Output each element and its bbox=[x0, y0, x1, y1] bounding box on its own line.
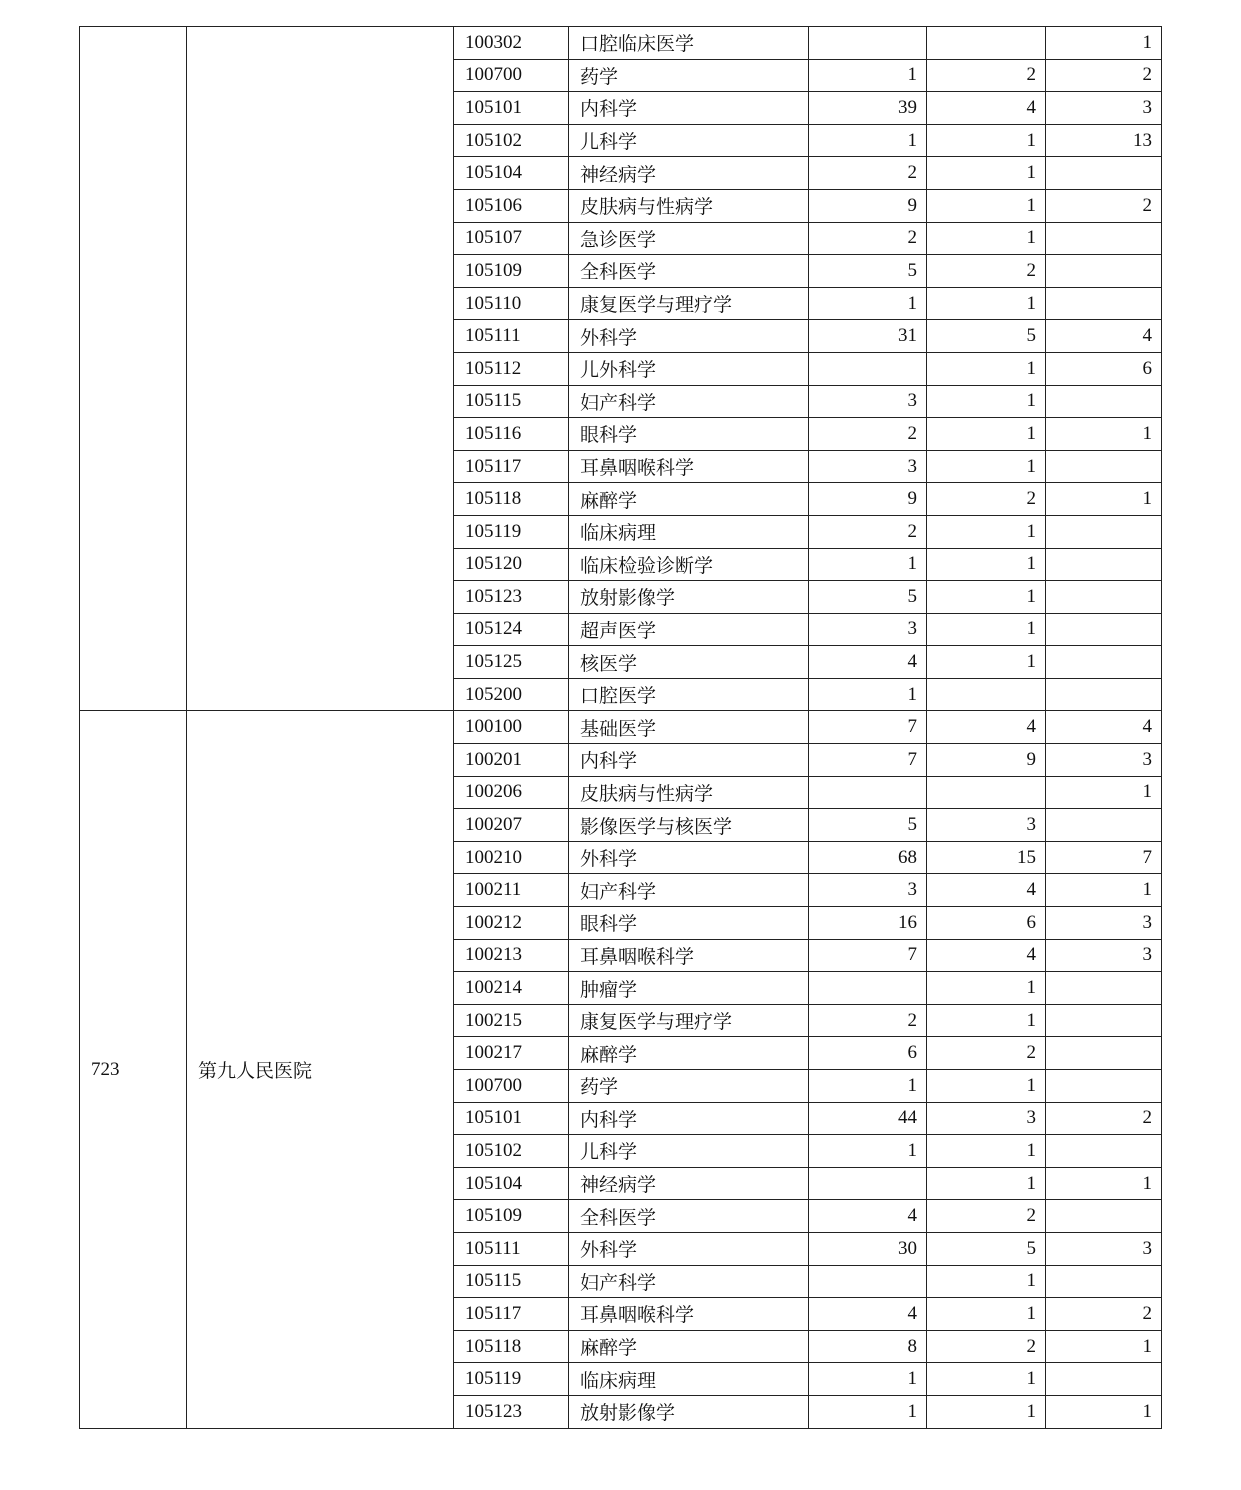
major-name: 麻醉学 bbox=[569, 1330, 809, 1363]
count-3 bbox=[1046, 613, 1162, 646]
count-3: 13 bbox=[1046, 124, 1162, 157]
table-body bbox=[80, 27, 1162, 1429]
count-1: 39 bbox=[809, 92, 927, 125]
major-code: 100201 bbox=[454, 744, 569, 777]
count-1: 4 bbox=[809, 1200, 927, 1233]
major-name: 口腔医学 bbox=[569, 678, 809, 711]
count-1: 3 bbox=[809, 450, 927, 483]
count-3 bbox=[1046, 548, 1162, 581]
count-2: 2 bbox=[927, 1200, 1046, 1233]
count-3: 2 bbox=[1046, 1298, 1162, 1331]
major-code: 100215 bbox=[454, 1004, 569, 1037]
institution-code: 723 bbox=[80, 711, 187, 1428]
major-name: 外科学 bbox=[569, 320, 809, 353]
major-name: 耳鼻咽喉科学 bbox=[569, 939, 809, 972]
major-code: 105116 bbox=[454, 418, 569, 451]
count-3 bbox=[1046, 1265, 1162, 1298]
count-3 bbox=[1046, 809, 1162, 842]
major-code: 100206 bbox=[454, 776, 569, 809]
enrollment-table bbox=[79, 26, 1162, 1429]
major-code: 105102 bbox=[454, 124, 569, 157]
major-code: 105104 bbox=[454, 1167, 569, 1200]
count-3 bbox=[1046, 515, 1162, 548]
count-3: 3 bbox=[1046, 92, 1162, 125]
major-code: 105101 bbox=[454, 1102, 569, 1135]
institution-name: 第九人民医院 bbox=[187, 711, 454, 1428]
count-1: 5 bbox=[809, 809, 927, 842]
major-code: 105117 bbox=[454, 450, 569, 483]
major-code: 100210 bbox=[454, 841, 569, 874]
count-3 bbox=[1046, 450, 1162, 483]
count-1: 4 bbox=[809, 1298, 927, 1331]
major-name: 内科学 bbox=[569, 1102, 809, 1135]
major-code: 105106 bbox=[454, 189, 569, 222]
count-2: 1 bbox=[927, 1004, 1046, 1037]
major-name: 外科学 bbox=[569, 841, 809, 874]
count-2: 5 bbox=[927, 320, 1046, 353]
major-code: 105111 bbox=[454, 320, 569, 353]
count-2: 1 bbox=[927, 1363, 1046, 1396]
count-3 bbox=[1046, 222, 1162, 255]
count-2: 1 bbox=[927, 222, 1046, 255]
count-3 bbox=[1046, 1363, 1162, 1396]
count-3 bbox=[1046, 1135, 1162, 1168]
count-1 bbox=[809, 352, 927, 385]
major-name: 妇产科学 bbox=[569, 385, 809, 418]
count-2: 1 bbox=[927, 1265, 1046, 1298]
major-name: 内科学 bbox=[569, 744, 809, 777]
count-1: 3 bbox=[809, 385, 927, 418]
count-3: 3 bbox=[1046, 1232, 1162, 1265]
count-3: 1 bbox=[1046, 874, 1162, 907]
count-2: 1 bbox=[927, 418, 1046, 451]
count-2: 1 bbox=[927, 613, 1046, 646]
major-name: 急诊医学 bbox=[569, 222, 809, 255]
major-name: 耳鼻咽喉科学 bbox=[569, 1298, 809, 1331]
major-name: 康复医学与理疗学 bbox=[569, 287, 809, 320]
count-3: 1 bbox=[1046, 1330, 1162, 1363]
count-3: 3 bbox=[1046, 744, 1162, 777]
count-1: 30 bbox=[809, 1232, 927, 1265]
count-3 bbox=[1046, 1004, 1162, 1037]
major-code: 105118 bbox=[454, 1330, 569, 1363]
count-1: 1 bbox=[809, 287, 927, 320]
count-3: 1 bbox=[1046, 418, 1162, 451]
major-name: 神经病学 bbox=[569, 1167, 809, 1200]
count-2: 2 bbox=[927, 1330, 1046, 1363]
count-3 bbox=[1046, 287, 1162, 320]
count-3 bbox=[1046, 1200, 1162, 1233]
major-name: 药学 bbox=[569, 59, 809, 92]
count-1: 16 bbox=[809, 907, 927, 940]
major-name: 皮肤病与性病学 bbox=[569, 776, 809, 809]
count-1 bbox=[809, 1265, 927, 1298]
count-1: 1 bbox=[809, 1070, 927, 1103]
major-name: 全科医学 bbox=[569, 255, 809, 288]
count-1: 6 bbox=[809, 1037, 927, 1070]
major-code: 105200 bbox=[454, 678, 569, 711]
major-name: 口腔临床医学 bbox=[569, 27, 809, 60]
count-3: 2 bbox=[1046, 189, 1162, 222]
major-code: 105119 bbox=[454, 515, 569, 548]
major-code: 105102 bbox=[454, 1135, 569, 1168]
count-3 bbox=[1046, 255, 1162, 288]
count-1: 2 bbox=[809, 418, 927, 451]
count-2: 1 bbox=[927, 1070, 1046, 1103]
major-code: 105115 bbox=[454, 385, 569, 418]
major-code: 105111 bbox=[454, 1232, 569, 1265]
major-name: 康复医学与理疗学 bbox=[569, 1004, 809, 1037]
count-3 bbox=[1046, 972, 1162, 1005]
major-code: 100214 bbox=[454, 972, 569, 1005]
count-1 bbox=[809, 1167, 927, 1200]
count-2: 1 bbox=[927, 287, 1046, 320]
count-2: 3 bbox=[927, 809, 1046, 842]
major-name: 影像医学与核医学 bbox=[569, 809, 809, 842]
count-2: 4 bbox=[927, 92, 1046, 125]
major-name: 全科医学 bbox=[569, 1200, 809, 1233]
institution-code bbox=[80, 27, 187, 711]
count-1: 68 bbox=[809, 841, 927, 874]
major-name: 眼科学 bbox=[569, 418, 809, 451]
count-2: 1 bbox=[927, 1167, 1046, 1200]
count-1: 1 bbox=[809, 678, 927, 711]
major-code: 100217 bbox=[454, 1037, 569, 1070]
count-2: 3 bbox=[927, 1102, 1046, 1135]
major-code: 105109 bbox=[454, 1200, 569, 1233]
count-1: 7 bbox=[809, 939, 927, 972]
count-1 bbox=[809, 27, 927, 60]
major-code: 100100 bbox=[454, 711, 569, 744]
count-1 bbox=[809, 776, 927, 809]
count-1: 7 bbox=[809, 711, 927, 744]
count-1: 8 bbox=[809, 1330, 927, 1363]
count-1: 2 bbox=[809, 157, 927, 190]
major-code: 100211 bbox=[454, 874, 569, 907]
major-code: 100213 bbox=[454, 939, 569, 972]
major-name: 临床病理 bbox=[569, 515, 809, 548]
count-1: 9 bbox=[809, 483, 927, 516]
count-3: 1 bbox=[1046, 776, 1162, 809]
major-name: 儿科学 bbox=[569, 124, 809, 157]
major-code: 105112 bbox=[454, 352, 569, 385]
major-name: 放射影像学 bbox=[569, 581, 809, 614]
major-code: 105109 bbox=[454, 255, 569, 288]
major-code: 105120 bbox=[454, 548, 569, 581]
count-3: 1 bbox=[1046, 1395, 1162, 1428]
major-code: 105118 bbox=[454, 483, 569, 516]
count-1: 7 bbox=[809, 744, 927, 777]
count-1: 2 bbox=[809, 222, 927, 255]
count-2: 1 bbox=[927, 385, 1046, 418]
count-3: 3 bbox=[1046, 939, 1162, 972]
count-2: 1 bbox=[927, 548, 1046, 581]
major-name: 临床病理 bbox=[569, 1363, 809, 1396]
major-name: 神经病学 bbox=[569, 157, 809, 190]
major-code: 105104 bbox=[454, 157, 569, 190]
major-code: 105117 bbox=[454, 1298, 569, 1331]
major-code: 105124 bbox=[454, 613, 569, 646]
count-2: 2 bbox=[927, 1037, 1046, 1070]
major-code: 105125 bbox=[454, 646, 569, 679]
count-2 bbox=[927, 27, 1046, 60]
count-3 bbox=[1046, 1037, 1162, 1070]
count-1: 5 bbox=[809, 255, 927, 288]
count-2 bbox=[927, 678, 1046, 711]
count-1: 9 bbox=[809, 189, 927, 222]
institution-name bbox=[187, 27, 454, 711]
major-code: 105123 bbox=[454, 1395, 569, 1428]
count-1: 31 bbox=[809, 320, 927, 353]
major-name: 儿科学 bbox=[569, 1135, 809, 1168]
count-2: 4 bbox=[927, 711, 1046, 744]
count-3: 1 bbox=[1046, 483, 1162, 516]
major-code: 105115 bbox=[454, 1265, 569, 1298]
major-name: 放射影像学 bbox=[569, 1395, 809, 1428]
count-2: 1 bbox=[927, 515, 1046, 548]
count-1: 1 bbox=[809, 1363, 927, 1396]
major-code: 105119 bbox=[454, 1363, 569, 1396]
count-2: 1 bbox=[927, 124, 1046, 157]
major-name: 药学 bbox=[569, 1070, 809, 1103]
count-2: 15 bbox=[927, 841, 1046, 874]
count-2 bbox=[927, 776, 1046, 809]
major-name: 皮肤病与性病学 bbox=[569, 189, 809, 222]
count-1: 4 bbox=[809, 646, 927, 679]
major-name: 基础医学 bbox=[569, 711, 809, 744]
count-3: 4 bbox=[1046, 320, 1162, 353]
major-name: 眼科学 bbox=[569, 907, 809, 940]
count-3 bbox=[1046, 678, 1162, 711]
major-name: 妇产科学 bbox=[569, 874, 809, 907]
count-3: 3 bbox=[1046, 907, 1162, 940]
count-3: 2 bbox=[1046, 59, 1162, 92]
count-2: 2 bbox=[927, 59, 1046, 92]
count-2: 1 bbox=[927, 157, 1046, 190]
major-name: 核医学 bbox=[569, 646, 809, 679]
count-2: 1 bbox=[927, 646, 1046, 679]
count-2: 1 bbox=[927, 189, 1046, 222]
major-code: 105101 bbox=[454, 92, 569, 125]
major-code: 100700 bbox=[454, 59, 569, 92]
major-code: 105107 bbox=[454, 222, 569, 255]
table-row bbox=[80, 27, 1162, 60]
count-3: 7 bbox=[1046, 841, 1162, 874]
count-2: 6 bbox=[927, 907, 1046, 940]
count-3 bbox=[1046, 385, 1162, 418]
count-1 bbox=[809, 972, 927, 1005]
count-2: 2 bbox=[927, 483, 1046, 516]
major-name: 肿瘤学 bbox=[569, 972, 809, 1005]
count-2: 1 bbox=[927, 1298, 1046, 1331]
count-3 bbox=[1046, 1070, 1162, 1103]
count-3 bbox=[1046, 157, 1162, 190]
count-1: 2 bbox=[809, 1004, 927, 1037]
count-1: 1 bbox=[809, 1395, 927, 1428]
table-row bbox=[80, 711, 1162, 744]
count-1: 3 bbox=[809, 874, 927, 907]
count-3: 1 bbox=[1046, 1167, 1162, 1200]
major-name: 超声医学 bbox=[569, 613, 809, 646]
count-2: 2 bbox=[927, 255, 1046, 288]
major-name: 临床检验诊断学 bbox=[569, 548, 809, 581]
count-2: 9 bbox=[927, 744, 1046, 777]
count-1: 1 bbox=[809, 548, 927, 581]
major-code: 105110 bbox=[454, 287, 569, 320]
count-2: 1 bbox=[927, 450, 1046, 483]
count-2: 5 bbox=[927, 1232, 1046, 1265]
count-1: 2 bbox=[809, 515, 927, 548]
major-code: 100700 bbox=[454, 1070, 569, 1103]
count-2: 1 bbox=[927, 1135, 1046, 1168]
major-code: 100302 bbox=[454, 27, 569, 60]
count-2: 4 bbox=[927, 939, 1046, 972]
count-1: 1 bbox=[809, 59, 927, 92]
major-name: 内科学 bbox=[569, 92, 809, 125]
count-3: 2 bbox=[1046, 1102, 1162, 1135]
major-code: 105123 bbox=[454, 581, 569, 614]
count-3: 4 bbox=[1046, 711, 1162, 744]
count-2: 1 bbox=[927, 352, 1046, 385]
major-code: 100207 bbox=[454, 809, 569, 842]
count-3 bbox=[1046, 646, 1162, 679]
count-1: 5 bbox=[809, 581, 927, 614]
major-code: 100212 bbox=[454, 907, 569, 940]
count-3: 6 bbox=[1046, 352, 1162, 385]
major-name: 儿外科学 bbox=[569, 352, 809, 385]
major-name: 外科学 bbox=[569, 1232, 809, 1265]
count-3: 1 bbox=[1046, 27, 1162, 60]
count-1: 1 bbox=[809, 1135, 927, 1168]
count-2: 4 bbox=[927, 874, 1046, 907]
count-1: 44 bbox=[809, 1102, 927, 1135]
major-name: 麻醉学 bbox=[569, 1037, 809, 1070]
count-1: 3 bbox=[809, 613, 927, 646]
major-name: 耳鼻咽喉科学 bbox=[569, 450, 809, 483]
count-3 bbox=[1046, 581, 1162, 614]
major-name: 麻醉学 bbox=[569, 483, 809, 516]
count-2: 1 bbox=[927, 581, 1046, 614]
count-2: 1 bbox=[927, 1395, 1046, 1428]
count-1: 1 bbox=[809, 124, 927, 157]
major-name: 妇产科学 bbox=[569, 1265, 809, 1298]
count-2: 1 bbox=[927, 972, 1046, 1005]
